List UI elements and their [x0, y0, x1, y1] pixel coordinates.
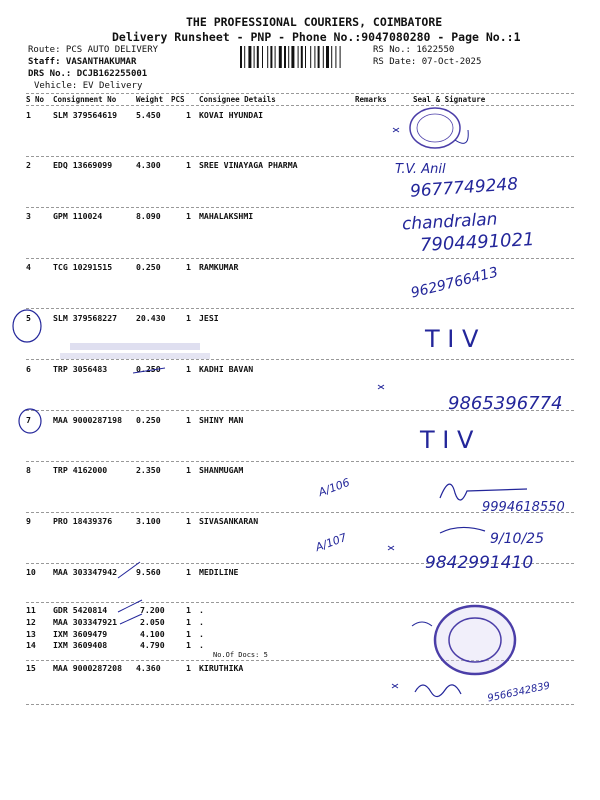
tick-mark — [120, 614, 142, 624]
hw-row3-signature: chandralan — [401, 209, 498, 235]
row-weight: 2.050 — [140, 617, 165, 627]
row-sno: 13 — [26, 629, 36, 639]
tick-mark — [118, 600, 142, 612]
stamp-row1 — [393, 108, 468, 148]
row-consignment: MAA 303347921 — [53, 617, 118, 627]
row-consignee: . — [199, 640, 204, 650]
row-consignee: RAMKUMAR — [199, 262, 239, 272]
row-pcs: 1 — [186, 110, 191, 120]
row-consignment: GPM 110024 — [53, 211, 103, 221]
row-pcs: 1 — [186, 364, 191, 374]
row-weight: 9.560 — [136, 567, 161, 577]
row-sno: 10 — [26, 567, 36, 577]
stamp-row11 — [412, 606, 515, 674]
row-weight: 7.200 — [140, 605, 165, 615]
row-weight: 4.790 — [140, 640, 165, 650]
hw-row4-phone: 9629766413 — [409, 264, 500, 302]
col-weight: Weight — [136, 95, 164, 104]
tick-mark — [118, 562, 140, 578]
row-weight: 4.360 — [136, 663, 161, 673]
row-consignment: IXM 3609408 — [53, 640, 108, 650]
row-sno: 6 — [26, 364, 31, 374]
hw-row7-mark: T I V — [420, 426, 474, 454]
hw-row5-mark: T I V — [425, 325, 479, 353]
hw-row8-remark: A/106 — [316, 475, 352, 500]
row-pcs: 1 — [186, 415, 191, 425]
circled-serial-7 — [19, 409, 41, 433]
vehicle-label: Vehicle: EV Delivery — [34, 81, 143, 91]
document-title: THE PROFESSIONAL COURIERS, COIMBATORE — [186, 15, 443, 29]
row-consignment: SLM 379564619 — [53, 110, 118, 120]
row-consignee: KADHI BAVAN — [199, 364, 254, 374]
row-consignee: KOVAI HYUNDAI — [199, 110, 264, 120]
row-pcs: 1 — [186, 567, 191, 577]
row-sno: 2 — [26, 160, 31, 170]
row-consignee: SHINY MAN — [199, 415, 244, 425]
row-sno: 15 — [26, 663, 36, 673]
docs-count-note: No.Of Docs: 5 — [213, 651, 268, 659]
circled-serial-5 — [13, 310, 41, 342]
smudge-mark — [70, 343, 200, 350]
row-consignment: IXM 3609479 — [53, 629, 108, 639]
row-consignment: SLM 379568227 — [53, 313, 118, 323]
row-consignee: . — [199, 605, 204, 615]
col-remarks: Remarks — [355, 95, 387, 104]
row-weight: 0.250 — [136, 415, 161, 425]
row-consignee: SIVASANKARAN — [199, 516, 259, 526]
x-mark — [388, 546, 394, 550]
hw-row2-signature: T.V. Anil — [395, 162, 446, 177]
row-sno: 7 — [26, 415, 31, 425]
signature-scribble — [440, 527, 485, 533]
row-weight: 20.430 — [136, 313, 166, 323]
row-sno: 8 — [26, 465, 31, 475]
row-consignment: TRP 3056483 — [53, 364, 108, 374]
row-consignee: SHANMUGAM — [199, 465, 244, 475]
col-consignment: Consignment No — [53, 95, 117, 104]
hw-row15-phone: 9566342839 — [486, 680, 552, 705]
row-weight: 4.300 — [136, 160, 161, 170]
row-consignment: PRO 18439376 — [53, 516, 113, 526]
row-pcs: 1 — [186, 640, 191, 650]
row-consignment: MAA 9000287198 — [53, 415, 123, 425]
row-consignment: MAA 303347942 — [53, 567, 118, 577]
row-pcs: 1 — [186, 629, 191, 639]
row-pcs: 1 — [186, 313, 191, 323]
hw-row9-date: 9/10/25 — [490, 531, 544, 547]
document-subtitle: Delivery Runsheet - PNP - Phone No.:9047080280 - Page No.:1 — [112, 30, 521, 44]
x-mark — [392, 684, 398, 688]
row-pcs: 1 — [186, 465, 191, 475]
col-pcs: PCS — [171, 95, 185, 104]
signature-scribble — [440, 484, 527, 500]
row-consignee: . — [199, 617, 204, 627]
hw-row10-phone: 9842991410 — [425, 553, 534, 573]
row-consignee: SREE VINAYAGA PHARMA — [199, 160, 298, 170]
row-sno: 9 — [26, 516, 31, 526]
rs-date: RS Date: 07-Oct-2025 — [373, 57, 482, 67]
row-sno: 14 — [26, 640, 36, 650]
row-pcs: 1 — [186, 262, 191, 272]
row-weight: 4.100 — [140, 629, 165, 639]
route-label: Route: PCS AUTO DELIVERY — [28, 45, 159, 55]
row-pcs: 1 — [186, 211, 191, 221]
row-pcs: 1 — [186, 605, 191, 615]
row-weight: 5.450 — [136, 110, 161, 120]
row-consignee: . — [199, 629, 204, 639]
hw-row3-phone: 7904491021 — [419, 229, 536, 256]
row-weight: 8.090 — [136, 211, 161, 221]
row-consignee: JESI — [199, 313, 219, 323]
row-consignment: TRP 4162000 — [53, 465, 108, 475]
row-sno: 4 — [26, 262, 31, 272]
signature-scribble — [415, 685, 461, 697]
hw-row2-phone: 9677749248 — [409, 174, 519, 202]
col-sno: S No — [26, 95, 45, 104]
row-sno: 12 — [26, 617, 36, 627]
row-consignee: MAHALAKSHMI — [199, 211, 254, 221]
row-weight: 0.250 — [136, 262, 161, 272]
row-pcs: 1 — [186, 617, 191, 627]
row-weight: 0.250 — [136, 364, 161, 374]
rs-number: RS No.: 1622550 — [373, 45, 455, 55]
row-consignment: GDR 5420814 — [53, 605, 108, 615]
row-pcs: 1 — [186, 663, 191, 673]
row-sno: 3 — [26, 211, 31, 221]
strike-mark — [133, 368, 165, 373]
row-consignment: TCG 10291515 — [53, 262, 113, 272]
row-pcs: 1 — [186, 516, 191, 526]
row-consignee: MEDILINE — [199, 567, 239, 577]
hw-row9-remark: A/107 — [313, 530, 349, 555]
row-sno: 11 — [26, 605, 36, 615]
row-consignee: KIRUTHIKA — [199, 663, 244, 673]
hw-row6-phone: 9865396774 — [448, 393, 563, 414]
row-pcs: 1 — [186, 160, 191, 170]
x-mark — [378, 385, 384, 389]
col-consignee: Consignee Details — [199, 95, 276, 104]
smudge-mark — [60, 353, 210, 359]
row-weight: 3.100 — [136, 516, 161, 526]
col-seal: Seal & Signature — [413, 95, 486, 104]
hw-row8-phone: 9994618550 — [482, 500, 565, 515]
row-sno: 1 — [26, 110, 31, 120]
drs-number: DRS No.: DCJB162255001 — [28, 69, 148, 79]
staff-label: Staff: VASANTHAKUMAR — [28, 57, 137, 67]
row-sno: 5 — [26, 313, 31, 323]
row-consignment: EDQ 13669099 — [53, 160, 113, 170]
row-weight: 2.350 — [136, 465, 161, 475]
row-consignment: MAA 9000287208 — [53, 663, 123, 673]
